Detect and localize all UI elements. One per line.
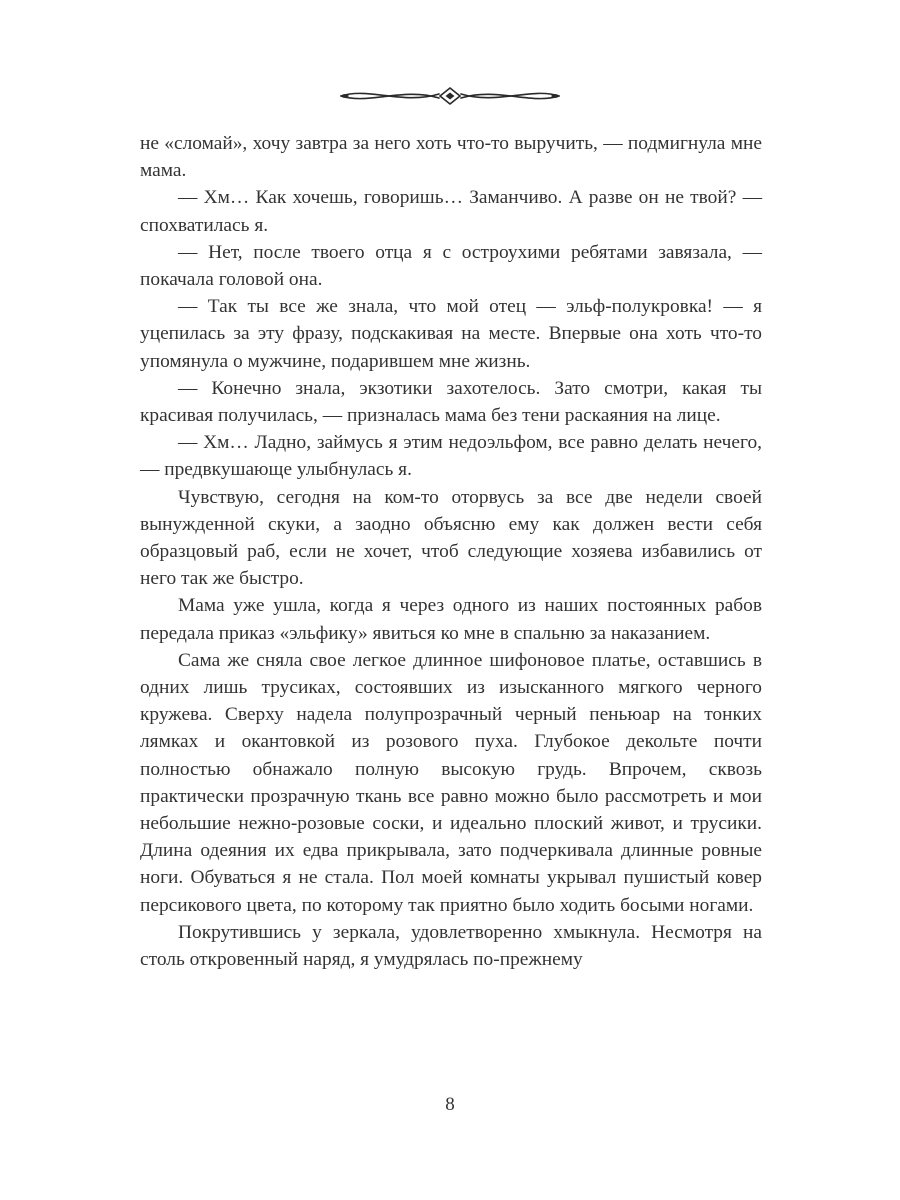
flourish-divider-icon xyxy=(0,82,900,110)
paragraph: Чувствую, сегодня на ком-то оторвусь за все две недели своей вынужденной скуки, а заодно объясню ему как должен вести себя образцовый раб, если не хочет, чтоб следующие хозяева избавились от него так же быстро. xyxy=(140,486,762,590)
page-text xyxy=(140,130,762,973)
paragraph: — Конечно знала, экзотики захотелось. Зато смотри, какая ты красивая получилась, — призналась мама без тени раскаяния на лице. xyxy=(140,377,762,427)
paragraph: — Хм… Ладно, займусь я этим недоэльфом, все равно делать нечего, — предвкушающе улыбнулась я. xyxy=(140,432,762,481)
paragraph: — Хм… Как хочешь, говоришь… Заманчиво. А разве он не твой? — спохватилась я. xyxy=(140,187,762,236)
paragraph: Сама же сняла свое легкое длинное шифоновое платье, оставшись в одних лишь трусиках, состоявших из изысканного мягкого черного кружева. Сверху надела полупрозрачный черный пеньюар на тонких лямках и окантовкой из розового пуха. Глубокое декольте почти полностью обнажало полную высокую грудь. Впрочем, сквозь практически прозрачную ткань все равно можно было рассмотреть и мои небольшие нежно-розовые соски, и идеально плоский живот, и трусики. Длина одеяния их едва прикрывала, зато подчеркивала длинные ровные ноги. Обуваться я не стала. Пол моей комнаты укрывал пушистый ковер персикового цвета, по которому так приятно было ходить босыми ногами. xyxy=(140,649,762,916)
paragraph: не «сломай», хочу завтра за него хоть что-то выручить, — подмигнула мне мама. xyxy=(140,133,762,182)
paragraph: — Так ты все же знала, что мой отец — эльф-полукровка! — я уцепилась за эту фразу, подскакивая на месте. Впервые она хоть что-то упомянула о мужчине, подарившем мне жизнь. xyxy=(140,296,762,372)
paragraph: Мама уже ушла, когда я через одного из наших постоянных рабов передала приказ «эльфику» явиться ко мне в спальню за наказанием. xyxy=(140,595,762,644)
page-number: 8 xyxy=(445,1094,455,1115)
paragraph: — Нет, после твоего отца я с остроухими ребятами завязала, — покачала головой она. xyxy=(140,241,762,291)
paragraph: Покрутившись у зеркала, удовлетворенно хмыкнула. Несмотря на столь откровенный наряд, я умудрялась по-прежнему xyxy=(140,921,762,971)
